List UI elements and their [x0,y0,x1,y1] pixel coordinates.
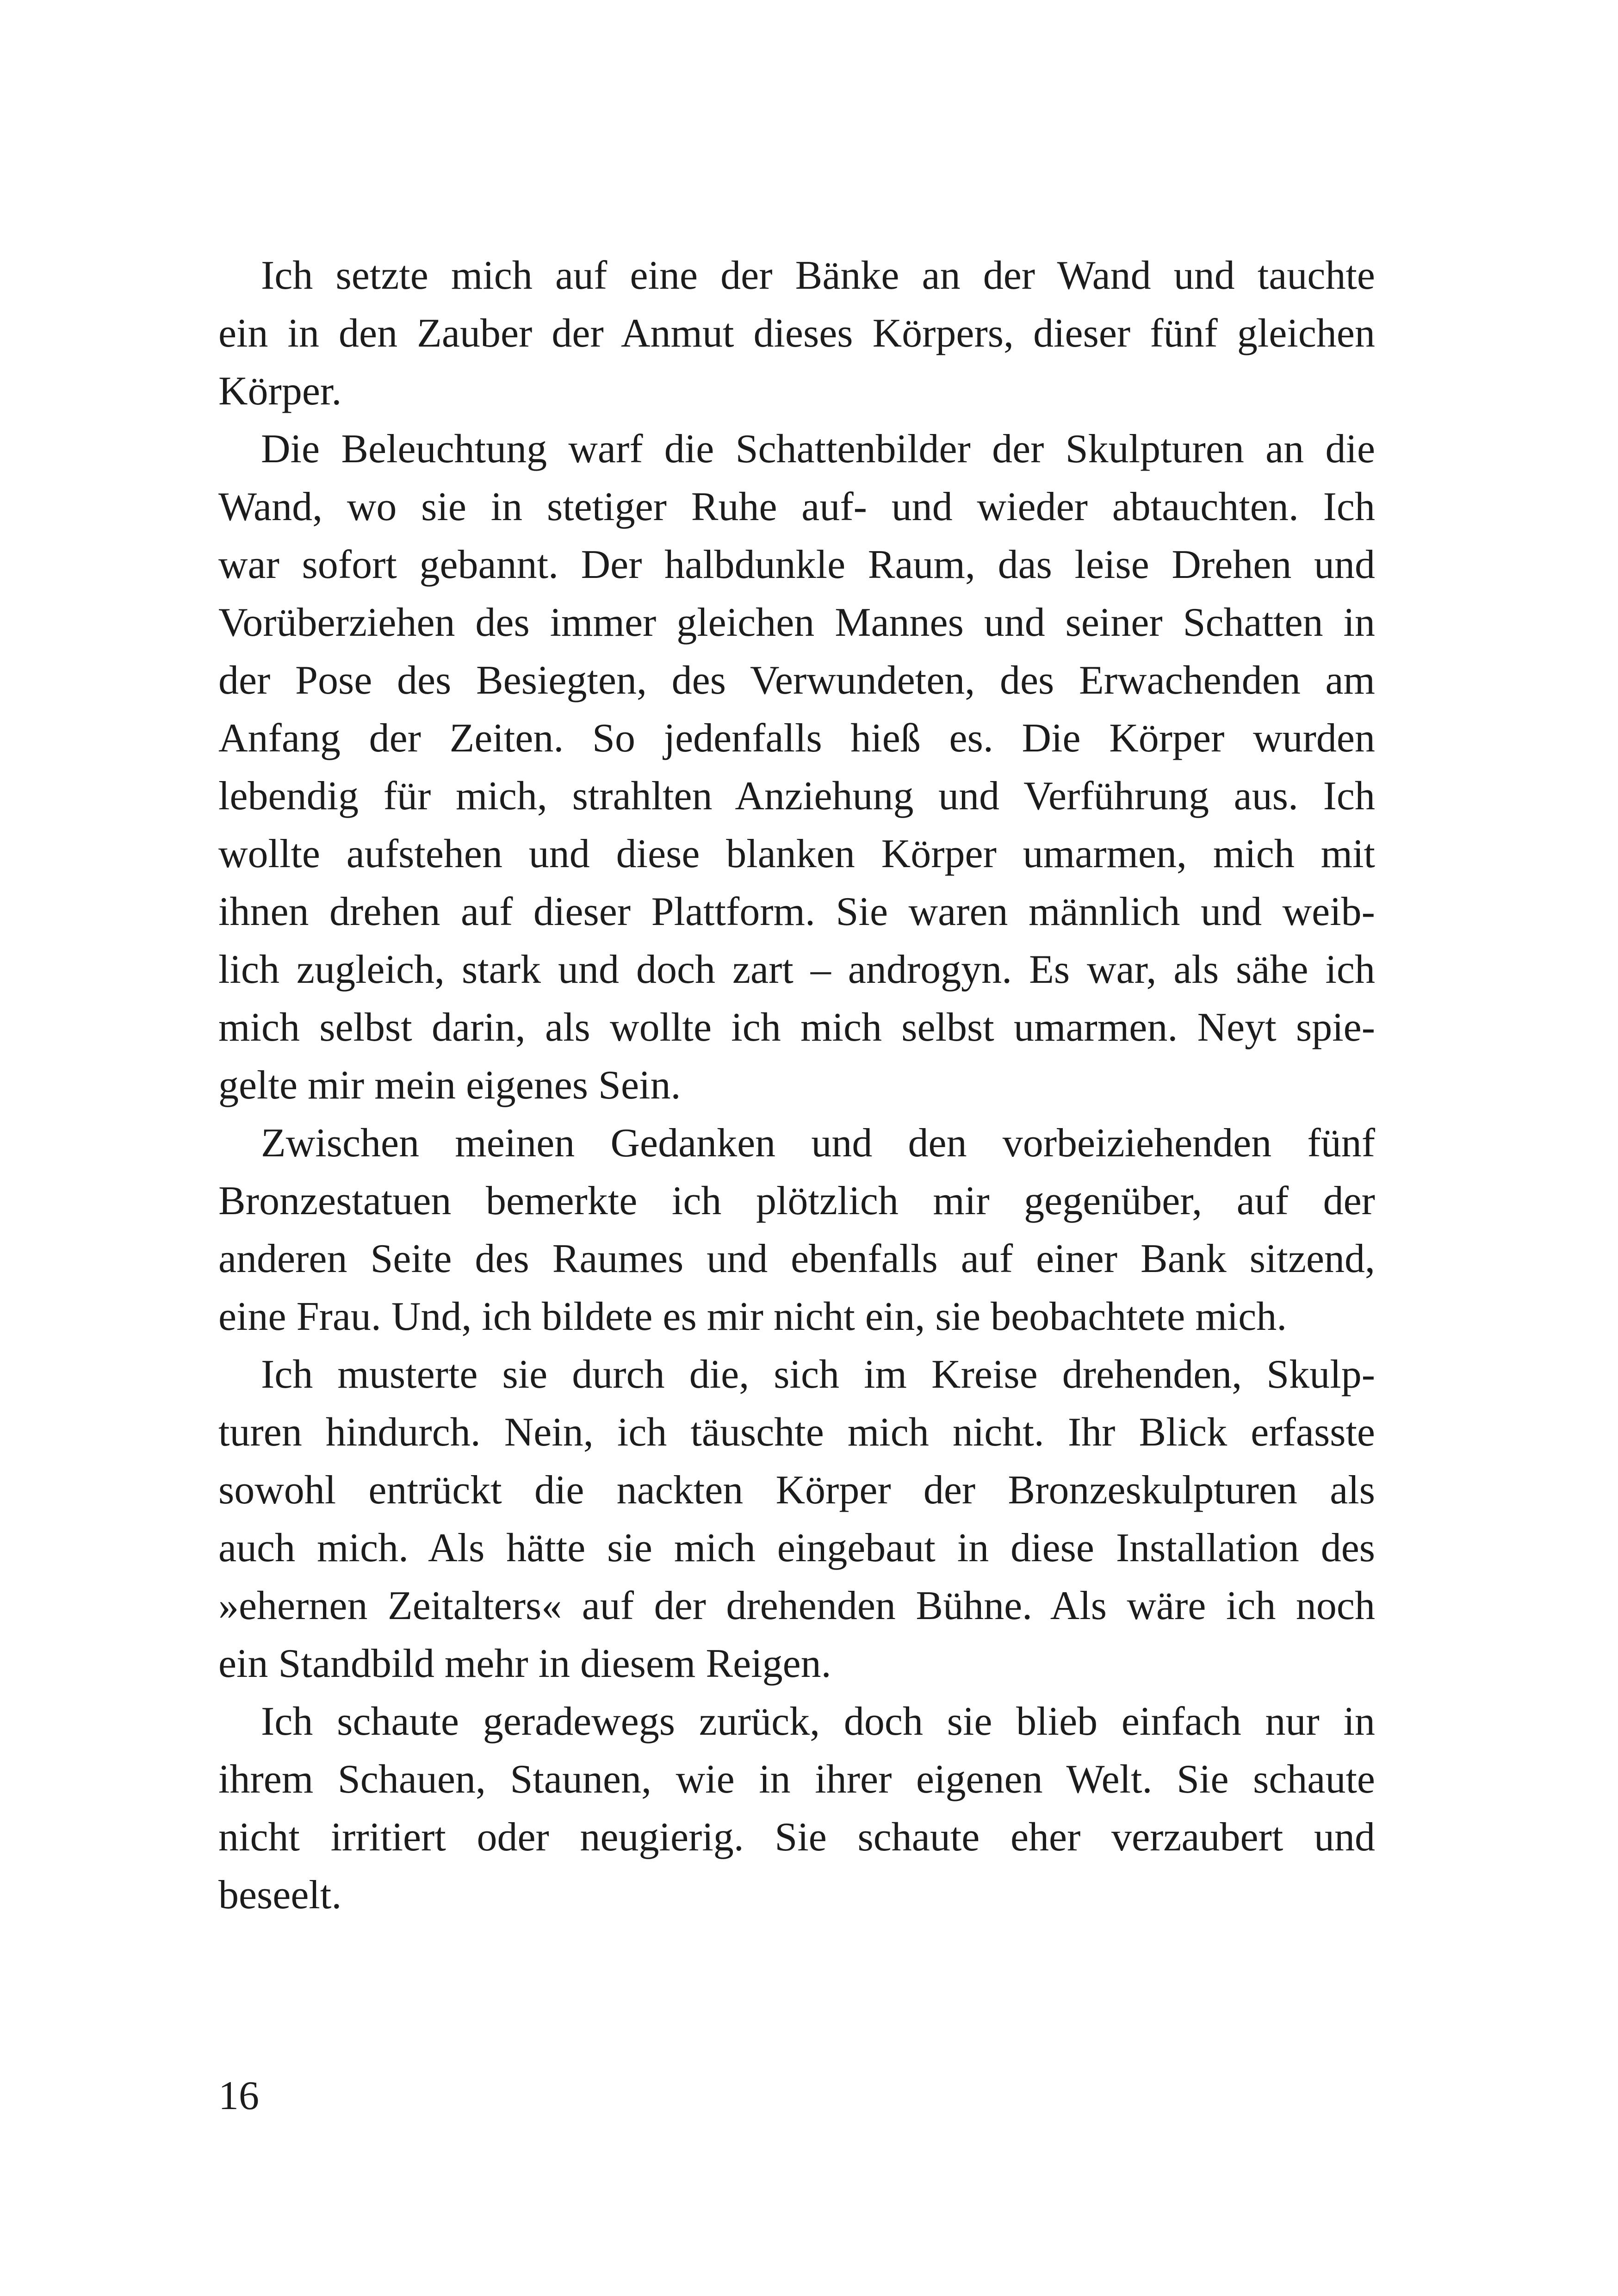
text-line: Vorüberziehen des immer gleichen Mannes und seiner Schatten in [218,600,1375,645]
text-line: Bronzestatuen bemerkte ich plötzlich mir gegenüber, auf der [218,1179,1375,1223]
text-line: nicht irritiert oder neugierig. Sie schaute eher verzaubert und [218,1815,1375,1860]
page-number: 16 [218,2073,259,2118]
text-line: wollte aufstehen und diese blanken Körper umarmen, mich mit [218,832,1375,876]
text-line: auch mich. Als hätte sie mich eingebaut in diese Installation des [218,1526,1375,1570]
paragraph [218,1114,1375,1346]
paragraph [218,420,1375,1114]
text-line: mich selbst darin, als wollte ich mich selbst umarmen. Neyt spie- [218,1005,1375,1050]
paragraph [218,1346,1375,1693]
text-line: gelte mir mein eigenes Sein. [218,1063,681,1108]
text-line: ein Standbild mehr in diesem Reigen. [218,1641,831,1686]
text-line: turen hindurch. Nein, ich täuschte mich nicht. Ihr Blick erfasste [218,1410,1375,1455]
text-line: beseelt. [218,1873,342,1917]
text-line: Zwischen meinen Gedanken und den vorbeiziehenden fünf [261,1121,1375,1166]
text-line: Ich schaute geradewegs zurück, doch sie blieb einfach nur in [261,1699,1375,1744]
text-line: anderen Seite des Raumes und ebenfalls auf einer Bank sitzend, [218,1236,1375,1281]
text-line: ihnen drehen auf dieser Plattform. Sie waren männlich und weib- [218,889,1375,934]
paragraph [218,1693,1375,1924]
text-line: Ich musterte sie durch die, sich im Kreise drehenden, Skulp- [261,1352,1375,1397]
text-line: der Pose des Besiegten, des Verwundeten, des Erwachenden am [218,658,1375,703]
text-line: »ehernen Zeitalters« auf der drehenden Bühne. Als wäre ich noch [218,1583,1375,1628]
text-line: ein in den Zauber der Anmut dieses Körpers, dieser fünf gleichen [218,311,1375,356]
text-line: ihrem Schauen, Staunen, wie in ihrer eigenen Welt. Sie schaute [218,1757,1375,1802]
text-line: war sofort gebannt. Der halbdunkle Raum, das leise Drehen und [218,542,1375,587]
text-line: Die Beleuchtung warf die Schattenbilder der Skulpturen an die [261,427,1375,472]
text-line: Wand, wo sie in stetiger Ruhe auf- und wieder abtauchten. Ich [218,484,1375,529]
text-line: eine Frau. Und, ich bildete es mir nicht ein, sie beobachtete mich. [218,1294,1287,1339]
text-line: Ich setzte mich auf eine der Bänke an der Wand und tauchte [261,253,1375,298]
body-text [218,247,1375,1924]
text-line: Anfang der Zeiten. So jedenfalls hieß es. Die Körper wurden [218,716,1375,761]
text-line: sowohl entrückt die nackten Körper der Bronzeskulpturen als [218,1468,1375,1513]
paragraph [218,247,1375,420]
text-line: lebendig für mich, strahlten Anziehung und Verführung aus. Ich [218,774,1375,819]
text-line: Körper. [218,369,342,414]
text-line: lich zugleich, stark und doch zart – androgyn. Es war, als sähe ich [218,947,1375,992]
